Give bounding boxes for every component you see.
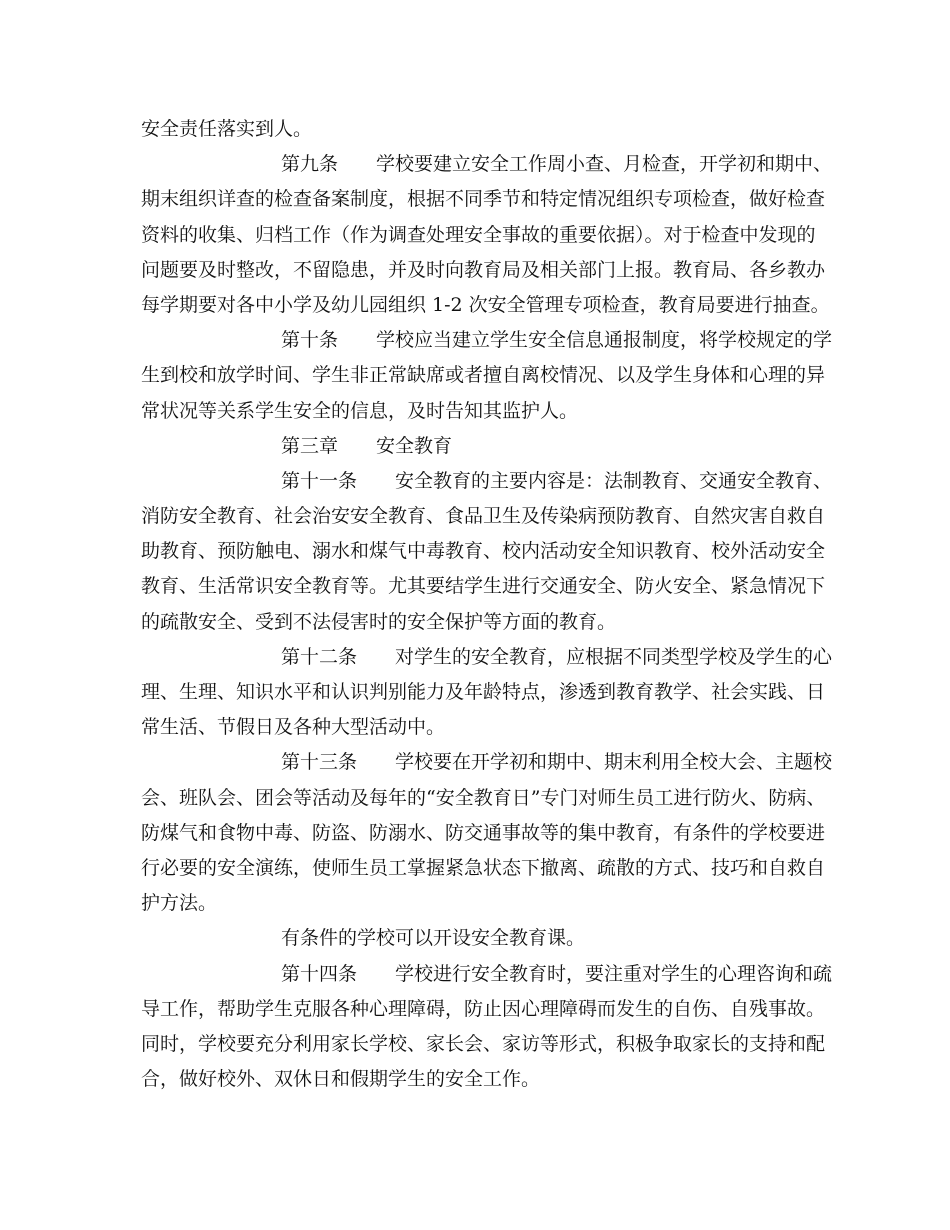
text-line: 会、班队会、团会等活动及每年的“安全教育日”专门对师生员工进行防火、防病、	[141, 786, 826, 809]
text-line: 助教育、预防触电、溺水和煤气中毒教育、校内活动安全知识教育、校外活动安全	[141, 540, 826, 563]
text-line: 理、生理、知识水平和认识判别能力及年龄特点，渗透到教育教学、社会实践、日	[141, 681, 826, 703]
article-9-heading-line: 第九条 学校要建立安全工作周小查、月检查，开学初和期中、	[281, 153, 833, 176]
article-13-heading-line: 第十三条 学校要在开学初和期中、期末利用全校大会、主题校	[281, 751, 833, 774]
article-10-heading-line: 第十条 学校应当建立学生安全信息通报制度，将学校规定的学	[281, 329, 833, 352]
text-line: 期末组织详查的检查备案制度，根据不同季节和特定情况组织专项检查，做好检查	[141, 188, 826, 211]
chapter-heading: 第三章 安全教育	[281, 434, 453, 457]
text-line: 行必要的安全演练，使师生员工掌握紧急状态下撤离、疏散的方式、技巧和自救自	[141, 856, 826, 879]
text-line: 同时，学校要充分利用家长学校、家长会、家访等形式，积极争取家长的支持和配	[141, 1032, 826, 1055]
text-line: 安全责任落实到人。	[141, 118, 313, 140]
text-line: 消防安全教育、社会治安安全教育、食品卫生及传染病预防教育、自然灾害自救自	[141, 505, 826, 528]
article-12-heading-line: 第十二条 对学生的安全教育，应根据不同类型学校及学生的心	[281, 645, 833, 668]
text-line: 问题要及时整改，不留隐患，并及时向教育局及相关部门上报。教育局、各乡教办	[141, 258, 826, 281]
text-line: 防煤气和食物中毒、防盗、防溺水、防交通事故等的集中教育，有条件的学校要进	[141, 821, 826, 844]
text-line: 每学期要对各中小学及幼儿园组织 1-2 次安全管理专项检查，教育局要进行抽查。	[141, 293, 830, 316]
text-line: 合，做好校外、双休日和假期学生的安全工作。	[141, 1068, 541, 1091]
text-line: 常状况等关系学生安全的信息，及时告知其监护人。	[141, 399, 579, 422]
text-line: 资料的收集、归档工作（作为调查处理安全事故的重要依据）。对于检查中发现的	[141, 223, 816, 246]
text-line: 导工作，帮助学生克服各种心理障碍，防止因心理障碍而发生的自伤、自残事故。	[141, 997, 826, 1020]
document-body	[141, 112, 833, 1097]
paragraph-line: 有条件的学校可以开设安全教育课。	[281, 927, 586, 950]
article-14-heading-line: 第十四条 学校进行安全教育时，要注重对学生的心理咨询和疏	[281, 962, 833, 985]
text-line: 生到校和放学时间、学生非正常缺席或者擅自离校情况、以及学生身体和心理的异	[141, 364, 826, 387]
text-line: 护方法。	[141, 892, 218, 915]
text-line: 常生活、节假日及各种大型活动中。	[141, 716, 446, 739]
text-line: 教育、生活常识安全教育等。尤其要结学生进行交通安全、防火安全、紧急情况下	[141, 575, 826, 598]
article-11-heading-line: 第十一条 安全教育的主要内容是：法制教育、交通安全教育、	[281, 469, 833, 492]
text-line: 的疏散安全、受到不法侵害时的安全保护等方面的教育。	[141, 610, 617, 633]
